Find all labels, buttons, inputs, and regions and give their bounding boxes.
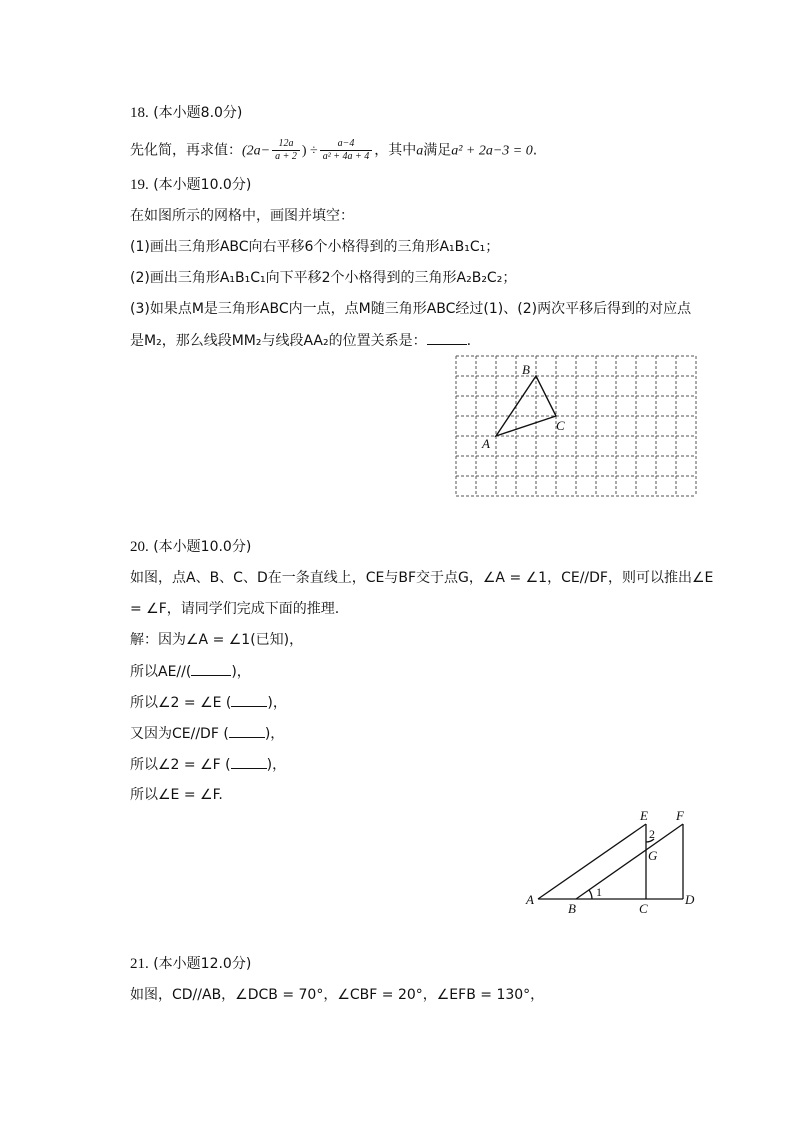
q20-step4 — [130, 723, 284, 744]
q19-item3-line2-post: . — [466, 333, 472, 349]
q19-item3-line2 — [130, 330, 471, 351]
q20-step5 — [130, 754, 286, 775]
q20-step3-post: )， — [267, 695, 287, 711]
q18-close-div: ) ÷ — [301, 143, 318, 159]
q20-statement-line2: = ∠F，请同学们完成下面的推理. — [130, 601, 340, 617]
q20-label-g: G — [648, 848, 658, 863]
q19-answer-blank[interactable] — [427, 330, 467, 345]
q18-score: (本小题8.0分) — [153, 105, 243, 121]
q20-label-f: F — [676, 808, 684, 823]
q20-step5-pre: 所以∠2 = ∠F ( — [130, 757, 231, 773]
q20-statement-line1: 如图，点A、B、C、D在一条直线上，CE与BF交于点G，∠A = ∠1，CE//DF，则可以推出∠E — [130, 570, 714, 586]
q21-score: (本小题12.0分) — [153, 956, 252, 972]
q18-number: 18. — [130, 105, 149, 121]
q21-statement: 如图，CD//AB，∠DCB = 70°，∠CBF = 20°，∠EFB = 130°， — [130, 987, 545, 1003]
q19-intro: 在如图所示的网格中，画图并填空： — [130, 208, 354, 224]
q18-end: . — [532, 142, 538, 159]
q20-step4-pre: 又因为CE//DF ( — [130, 726, 229, 742]
q19-label-a: A — [482, 436, 490, 451]
q18-mid: ，其中 — [374, 142, 417, 159]
q18-open: (2a− — [242, 143, 271, 159]
q18-frac1-denominator: a + 2 — [275, 151, 297, 162]
q18-header — [130, 103, 242, 123]
q20-step3-pre: 所以∠2 = ∠E ( — [130, 695, 232, 711]
q21-number: 21. — [130, 956, 149, 972]
q18-fraction-1 — [272, 138, 300, 163]
q19-item3-line2-pre: 是M₂，那么线段MM₂与线段AA₂的位置关系是： — [130, 333, 427, 349]
q19-triangle-abc — [496, 376, 556, 436]
q20-geometry-figure — [520, 806, 705, 918]
q18-fraction-2 — [320, 138, 373, 163]
q18-var: a — [416, 143, 424, 159]
q20-step1: 解：因为∠A = ∠1(已知)， — [130, 632, 304, 648]
q19-grid-figure — [450, 350, 702, 500]
q20-blank-1[interactable] — [191, 661, 231, 676]
q20-angle1-arc — [589, 890, 592, 899]
q20-label-2: 2 — [649, 827, 655, 841]
q20-step4-post: )， — [264, 726, 285, 742]
q20-blank-2[interactable] — [231, 692, 267, 707]
q18-suffix: 满足 — [423, 142, 452, 159]
q19-item1: (1)画出三角形ABC向右平移6个小格得到的三角形A₁B₁C₁； — [130, 239, 500, 255]
q20-step2-pre: 所以AE//( — [130, 664, 192, 680]
q18-statement — [130, 138, 537, 163]
q21-header — [130, 954, 251, 974]
q19-score: (本小题10.0分) — [153, 177, 252, 193]
q20-label-c: C — [639, 901, 648, 916]
q20-step6: 所以∠E = ∠F. — [130, 787, 223, 803]
q20-label-a: A — [526, 892, 534, 907]
q18-frac2-numerator: a−4 — [320, 138, 373, 151]
q20-step2 — [130, 661, 251, 682]
q18-prefix: 先化简，再求值： — [130, 142, 242, 159]
q19-number: 19. — [130, 177, 149, 193]
q20-label-e: E — [640, 808, 648, 823]
q19-grid — [456, 356, 696, 496]
q19-item2: (2)画出三角形A₁B₁C₁向下平移2个小格得到的三角形A₂B₂C₂； — [130, 270, 517, 286]
q19-item3-line1: (3)如果点M是三角形ABC内一点，点M随三角形ABC经过(1)、(2)两次平移后得到的对应点 — [130, 301, 692, 317]
q20-number: 20. — [130, 539, 149, 555]
q20-blank-4[interactable] — [231, 754, 267, 769]
q20-step3 — [130, 692, 287, 713]
q18-equation: a² + 2a−3 = 0 — [451, 143, 533, 159]
q20-step5-post: )， — [266, 757, 287, 773]
q18-frac2-denominator: a² + 4a + 4 — [322, 151, 370, 162]
q20-label-b: B — [568, 901, 576, 916]
q18-frac1-numerator: 12a — [272, 138, 300, 151]
q20-header — [130, 537, 251, 557]
q20-score: (本小题10.0分) — [153, 539, 252, 555]
q20-blank-3[interactable] — [229, 723, 265, 738]
q19-header — [130, 175, 251, 195]
q19-label-c: C — [556, 418, 565, 433]
q20-step2-post: )， — [231, 664, 251, 680]
q19-label-b: B — [522, 362, 530, 377]
q20-label-1: 1 — [596, 885, 602, 899]
q20-label-d: D — [685, 892, 695, 907]
